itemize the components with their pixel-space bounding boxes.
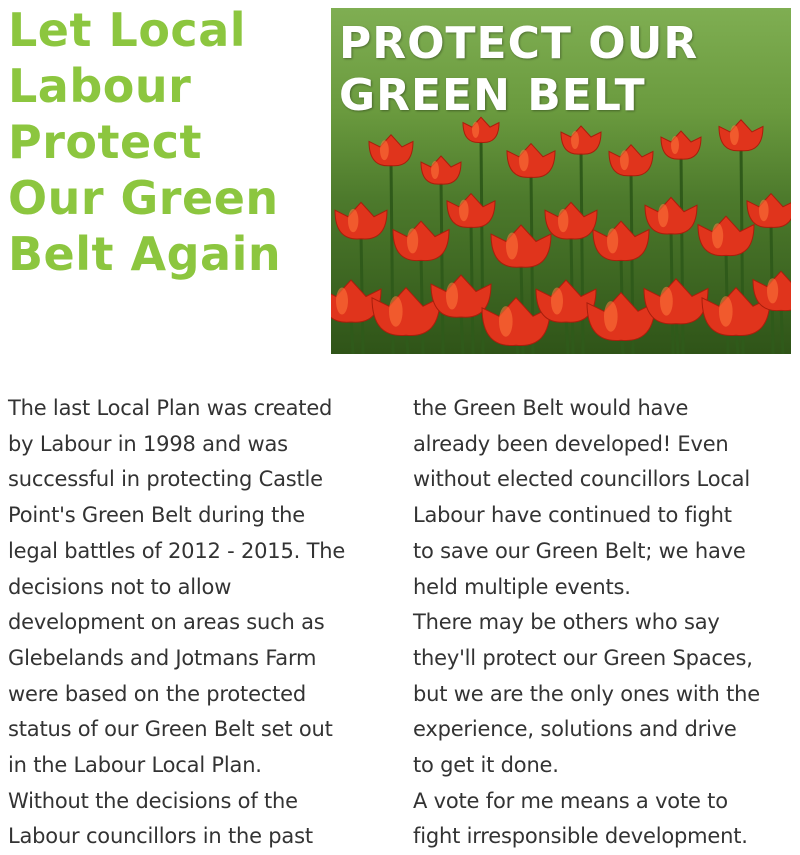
tulip-bloom: [698, 216, 754, 255]
tulip-highlight: [389, 296, 403, 327]
photo-caption-line: GREEN BELT: [339, 70, 646, 121]
tulip-highlight: [519, 150, 529, 172]
tulip-highlight: [604, 301, 618, 332]
tulip-highlight: [719, 296, 733, 327]
headline-line: Labour: [8, 59, 192, 113]
body-text-line: decisions not to allow: [8, 574, 232, 599]
body-text-line: The last Local Plan was created: [8, 396, 333, 420]
body-text-line: Labour councillors in the past: [8, 824, 313, 849]
body-column-right: [413, 391, 798, 855]
headline-line: Let Local: [8, 3, 247, 57]
tulip-bloom: [421, 156, 461, 184]
tulip-highlight: [620, 150, 629, 170]
tulip-highlight: [459, 200, 469, 222]
tulip-bloom: [507, 144, 555, 178]
tulip-photo: [331, 8, 791, 354]
tulip-bloom: [719, 120, 763, 151]
tulip-highlight: [660, 287, 673, 316]
body-text-line: development on areas such as: [8, 610, 325, 635]
body-text-line: but we are the only ones with the: [413, 681, 760, 706]
body-text-line: held multiple events.: [413, 574, 631, 599]
tulip-bloom: [645, 197, 697, 234]
body-text-line: experience, solutions and drive: [413, 717, 737, 742]
tulip-highlight: [658, 204, 668, 227]
body-text-line: successful in protecting Castle: [8, 467, 323, 492]
photo-caption-line: PROTECT OUR: [339, 18, 699, 69]
tulip-highlight: [380, 140, 389, 160]
body-text-line: Point's Green Belt during the: [8, 503, 305, 528]
body-text-line: A vote for me means a vote to: [413, 788, 728, 813]
body-text-line: status of our Green Belt set out: [8, 717, 333, 742]
body-text-line: fight irresponsible development.: [413, 824, 748, 849]
tulip-highlight: [446, 283, 458, 310]
body-column-left: [8, 391, 393, 855]
body-text-line: by Labour in 1998 and was: [8, 431, 288, 456]
tulip-bloom: [644, 279, 708, 324]
tulip-highlight: [759, 200, 769, 222]
tulip-bloom: [661, 131, 701, 159]
tulip-bloom: [609, 145, 653, 176]
tulip-stem: [781, 305, 783, 354]
tulip-highlight: [558, 209, 568, 232]
body-text-line: to save our Green Belt; we have: [413, 538, 746, 563]
tulip-highlight: [712, 223, 723, 248]
tulip-bloom: [593, 221, 649, 260]
tulip-bloom: [545, 202, 597, 239]
tulip-bloom: [372, 288, 440, 336]
body-text-line: in the Labour Local Plan.: [8, 753, 262, 778]
tulip-bloom: [447, 194, 495, 228]
tulip-highlight: [348, 209, 358, 232]
tulip-highlight: [607, 228, 618, 253]
tulip-highlight: [431, 161, 439, 179]
tulip-bloom: [491, 225, 551, 267]
body-text-line: There may be others who say: [413, 610, 720, 635]
body-text-line: to get it done.: [413, 753, 559, 778]
body-text-line: legal battles of 2012 - 2015. The: [8, 538, 346, 563]
body-text-line: Labour have continued to fight: [413, 503, 732, 528]
tulip-highlight: [472, 122, 479, 138]
tulip-stem: [581, 150, 583, 354]
body-text-line: already been developed! Even: [413, 431, 729, 456]
tulip-highlight: [506, 233, 518, 260]
body-text-line: Glebelands and Jotmans Farm: [8, 645, 317, 670]
body-text-line: were based on the protected: [8, 681, 307, 706]
tulip-highlight: [407, 228, 418, 253]
body-text-line: they'll protect our Green Spaces,: [413, 645, 753, 670]
tulip-bloom: [536, 280, 596, 322]
tulip-bloom: [747, 194, 791, 228]
tulip-highlight: [499, 306, 513, 337]
tulip-bloom: [561, 126, 601, 154]
tulip-highlight: [767, 278, 778, 303]
tulip-highlight: [671, 136, 679, 154]
headline: [8, 2, 328, 282]
body-text-line: Without the decisions of the: [8, 788, 298, 813]
tulip-stem: [481, 139, 483, 354]
photo-caption: [339, 18, 698, 122]
tulip-stem: [441, 180, 443, 354]
tulip-highlight: [336, 288, 348, 315]
tulip-highlight: [730, 125, 739, 145]
tulip-bloom: [335, 202, 387, 239]
body-text-line: the Green Belt would have: [413, 396, 689, 420]
tulip-highlight: [551, 288, 563, 315]
tulip-bloom: [369, 135, 413, 166]
tulip-highlight: [571, 131, 579, 149]
headline-line: Belt Again: [8, 227, 282, 281]
headline-line: Our Green: [8, 171, 279, 225]
body-text-line: without elected councillors Local: [413, 467, 750, 492]
headline-line: Protect: [8, 115, 202, 169]
